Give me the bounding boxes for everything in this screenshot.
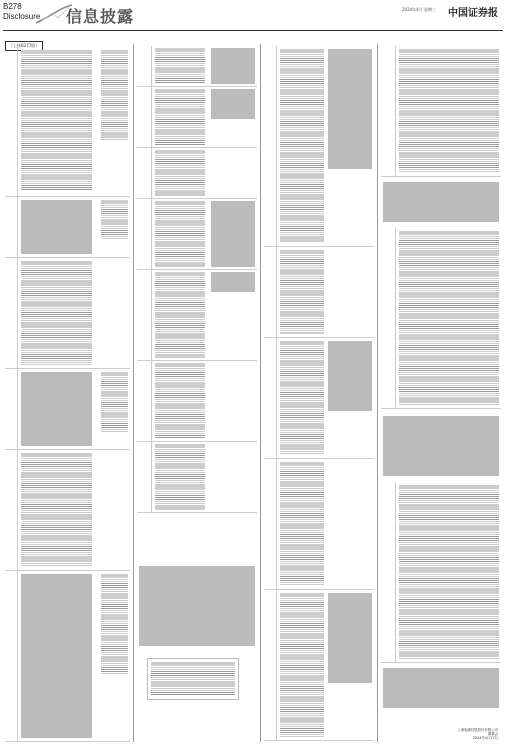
table-row <box>264 459 374 590</box>
signature-block <box>457 728 498 740</box>
table-row <box>137 148 257 199</box>
table-row <box>5 197 130 258</box>
column-4-table <box>381 46 501 742</box>
column-2-table <box>137 46 257 742</box>
table-row <box>137 199 257 270</box>
prose-block <box>139 566 255 646</box>
table-row <box>137 442 257 513</box>
table-row <box>5 571 130 742</box>
section-title-cn: 信息披露 <box>66 7 135 26</box>
signature-body: 董事会 <box>487 732 498 736</box>
page-code: B278 <box>3 2 22 11</box>
table-row <box>264 338 374 459</box>
table-row <box>137 361 257 442</box>
small-table <box>147 658 239 700</box>
table-row <box>264 247 374 338</box>
table-row <box>137 46 257 87</box>
prose-block <box>383 668 499 708</box>
masthead-rule <box>3 30 503 31</box>
column-divider <box>377 44 378 742</box>
table-row <box>381 46 501 177</box>
table-row <box>137 87 257 148</box>
newspaper-logo: 中国证券报 <box>448 8 498 19</box>
masthead <box>0 0 506 30</box>
table-row <box>264 46 374 247</box>
table-row <box>5 46 130 197</box>
issue-date: 2024年4月 星期三 <box>402 7 436 12</box>
column-divider <box>133 44 134 742</box>
column-1-table <box>5 46 130 742</box>
prose-block <box>383 416 499 476</box>
continuation-label: （上接B277版） <box>5 41 43 51</box>
table-row <box>381 228 501 409</box>
section-title-en: Disclosure <box>3 12 41 21</box>
table-row <box>5 450 130 571</box>
column-divider <box>260 44 261 742</box>
table-row <box>5 369 130 450</box>
column-3-table <box>264 46 374 742</box>
prose-block <box>383 182 499 222</box>
table-row <box>137 270 257 361</box>
table-row <box>264 590 374 741</box>
table-row <box>5 258 130 369</box>
signature-date: 2024年4月17日 <box>472 736 498 740</box>
table-row <box>381 482 501 663</box>
signature-company: 上海临港控股股份有限公司 <box>457 728 498 732</box>
